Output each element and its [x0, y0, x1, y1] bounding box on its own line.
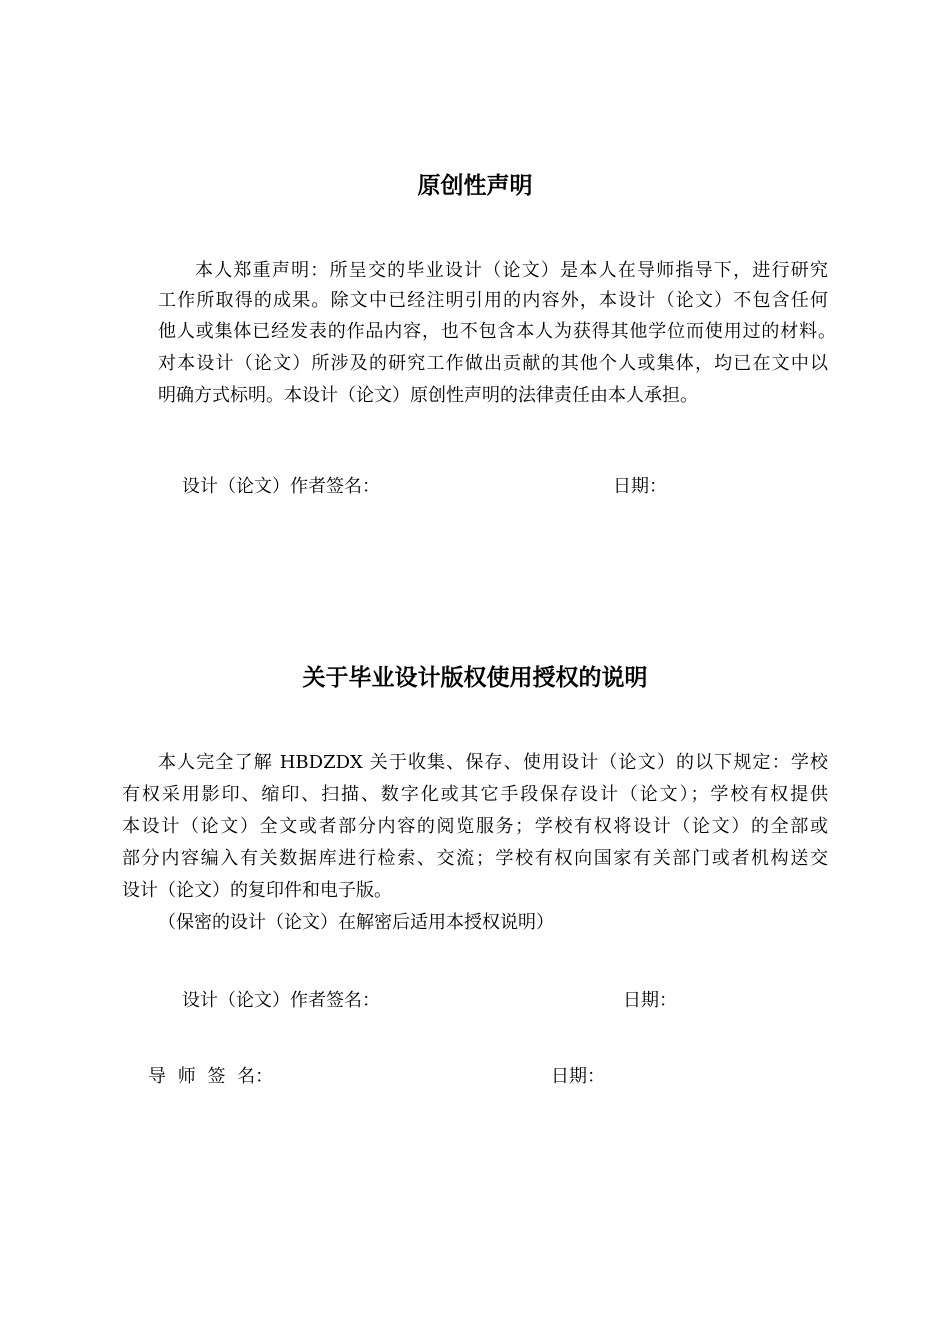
declaration-line: 工作所取得的成果。除文中已经注明引用的内容外，本设计（论文）不包含任何 — [158, 290, 828, 311]
authorization-line: 有权采用影印、缩印、扫描、数字化或其它手段保存设计（论文）；学校有权提供 — [122, 784, 828, 805]
authorization-line: 本人完全了解 HBDZDX 关于收集、保存、使用设计（论文）的以下规定：学校 — [158, 752, 828, 773]
declaration-line: 他人或集体已经发表的作品内容，也不包含本人为获得其他学位而使用过的材料。 — [158, 321, 836, 342]
advisor-signature-label: 导 师 签 名： — [148, 1066, 274, 1087]
authorization-line: 部分内容编入有关数据库进行检索、交流；学校有权向国家有关部门或者机构送交 — [122, 848, 828, 869]
authorization-title: 关于毕业设计版权使用授权的说明 — [302, 665, 648, 691]
author-signature-label: 设计（论文）作者签名： — [182, 990, 380, 1011]
authorization-line: 设计（论文）的复印件和电子版。 — [122, 880, 392, 901]
declaration-title: 原创性声明 — [417, 173, 533, 199]
declaration-line: 对本设计（论文）所涉及的研究工作做出贡献的其他个人或集体，均已在文中以 — [158, 353, 828, 374]
declaration-line: 明确方式标明。本设计（论文）原创性声明的法律责任由本人承担。 — [158, 385, 698, 406]
confidential-note: （保密的设计（论文）在解密后适用本授权说明） — [158, 912, 554, 933]
date-label: 日期： — [623, 990, 677, 1011]
advisor-date-label: 日期： — [551, 1066, 605, 1087]
authorization-line: 本设计（论文）全文或者部分内容的阅览服务；学校有权将设计（论文）的全部或 — [122, 816, 828, 837]
date-label: 日期： — [613, 476, 667, 497]
author-signature-label: 设计（论文）作者签名： — [182, 476, 380, 497]
declaration-line: 本人郑重声明：所呈交的毕业设计（论文）是本人在导师指导下，进行研究 — [195, 260, 828, 281]
